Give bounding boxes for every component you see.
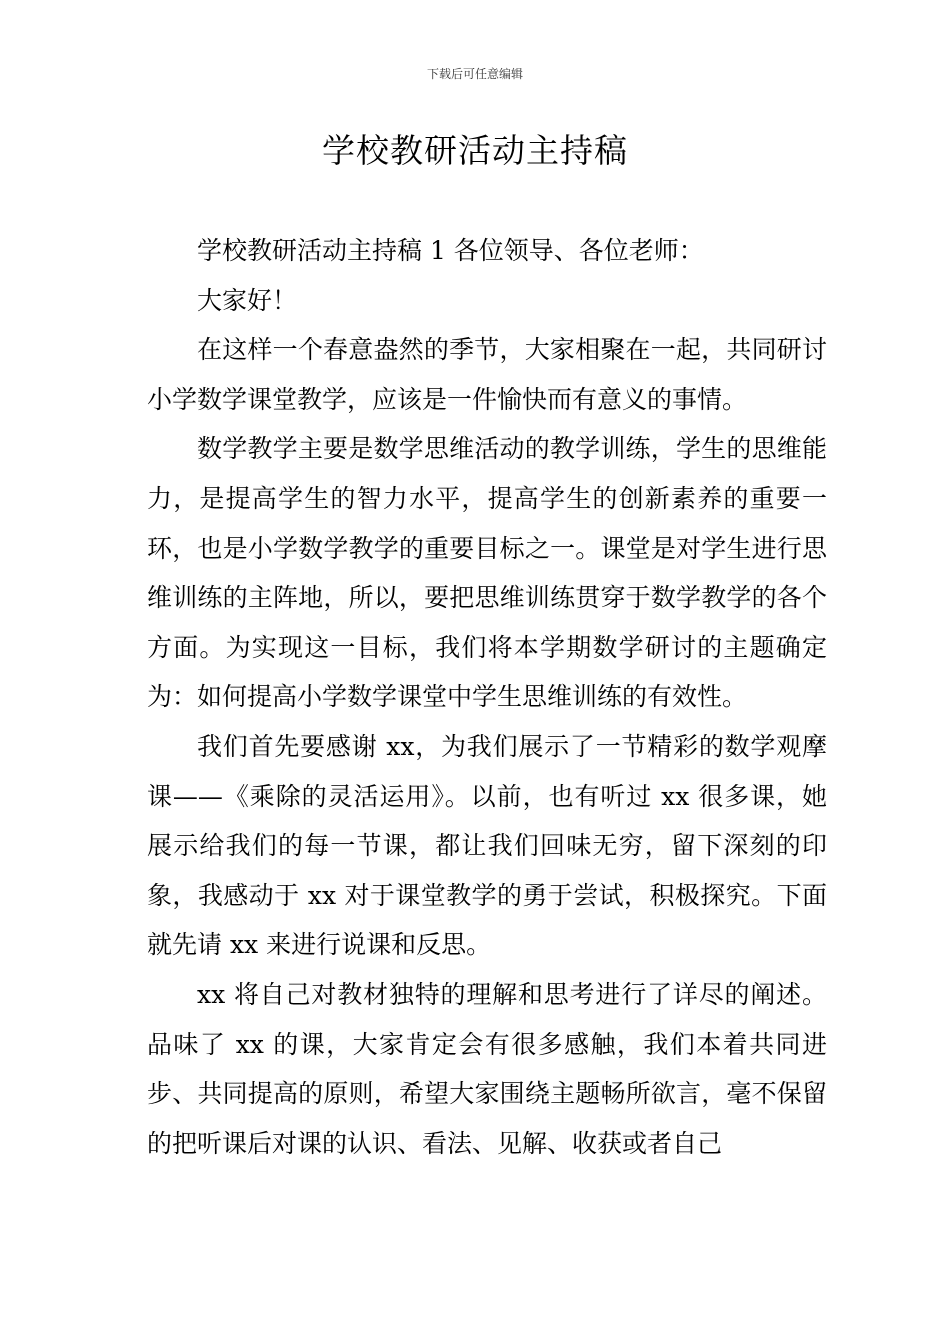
paragraph-theme: 数学教学主要是数学思维活动的教学训练，学生的思维能力，是提高学生的智力水平，提高学生的创新素养的重要一环，也是小学数学教学的重要目标之一。课堂是对学生进行思维训练的主阵地，所以，要把思维训练贯穿于数学教学的各个方面。为实现这一目标，我们将本学期数学研讨的主题确定为：如何提高小学数学课堂中学生思维训练的有效性。 (147, 434, 827, 712)
paragraph-discussion: xx 将自己对教材独特的理解和思考进行了详尽的阐述。品味了 xx 的课，大家肯定会有很多感触，我们本着共同进步、共同提高的原则，希望大家围绕主题畅所欲言，毫不保留的把听课后对课的认识、看法、见解、收获或者自己 (147, 979, 827, 1158)
paragraph-thanks: 我们首先要感谢 xx，为我们展示了一节精彩的数学观摩课——《乘除的灵活运用》。以前，也有听过 xx 很多课，她展示给我们的每一节课，都让我们回味无穷，留下深刻的印象，我感动于 xx 对于课堂教学的勇于尝试，积极探究。下面就先请 xx 来进行说课和反思。 (147, 731, 827, 960)
paragraph-hello: 大家好！ (197, 285, 298, 315)
document-body (147, 226, 827, 1168)
paragraph-greeting: 学校教研活动主持稿 1 各位领导、各位老师： (197, 236, 704, 265)
header-note: 下载后可任意编辑 (426, 67, 523, 81)
paragraph-intro: 在这样一个春意盎然的季节，大家相聚在一起，共同研讨小学数学课堂教学，应该是一件愉快而有意义的事情。 (147, 335, 827, 414)
document-title: 学校教研活动主持稿 (322, 131, 628, 170)
